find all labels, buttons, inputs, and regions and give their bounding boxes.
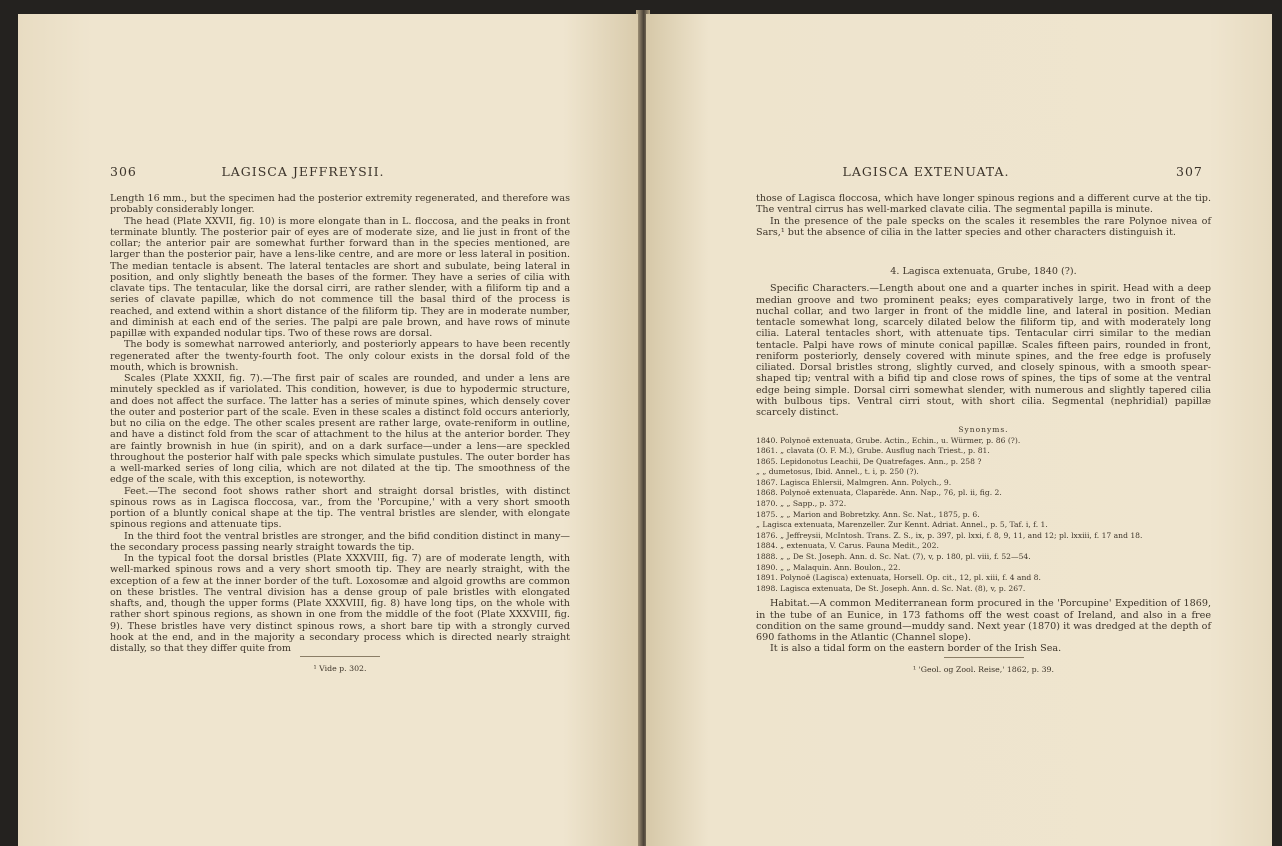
paragraph: Feet.—The second foot shows rather short and straight dorsal bristles, with distinct spinous rows as in Lagisca floccosa, var., from the 'Porcupine,' with a very short smooth portion of a bluntly conical shape at the tip. The ventral bristles are slender, with elongate spinous regions and attenuate tips.: [110, 485, 570, 531]
running-head-right: LAGISCA EXTENUATA.: [842, 164, 1010, 179]
synonym-entry: 1884. „ extenuata, V. Carus. Fauna Medit., 202.: [756, 541, 939, 551]
synonym-entry: 1876. „ Jeffreysii, McIntosh. Trans. Z. S., ix, p. 397, pl. lxxi, f. 8, 9, 11, and 12; pl. lxxiii, f. 17 and 18.: [756, 530, 1143, 540]
paragraph: In the presence of the pale specks on the scales it resembles the rare Polynoe nivea of Sars,¹ but the absence of cilia in the latter species and other characters distinguish it.: [756, 215, 1211, 238]
paragraph: The head (Plate XXVII, fig. 10) is more elongate than in L. floccosa, and the peaks in front terminate bluntly. The posterior pair of eyes are of moderate size, and lie just in front of the collar; the anterior pair are somewhat further forward than in the species mentioned, are larger than the posterior pair, have a lens-like centre, and are more or less lateral in position. The median tentacle is absent. The lateral tentacles are short and subulate, being lateral in position, and only slightly beneath the bases of the former. They have a series of cilia with clavate tips. The tentacular, like the dorsal cirri, are rather slender, with a filiform tip and a series of clavate papillæ, which do not commence till the basal third of the process is reached, and extend within a short distance of the filiform tip. They are in moderate number, and diminish at each end of the series. The palpi are pale brown, and have rows of minute papillæ with expanded nodular tips. Two of these rows are dorsal.: [110, 215, 570, 339]
synonym-entry: 1870. „ „ Sapp., p. 372.: [756, 499, 847, 509]
paragraph: Length 16 mm., but the specimen had the posterior extremity regenerated, and therefore was probably considerably longer.: [110, 193, 570, 216]
synonym-entry: 1888. „ „ De St. Joseph. Ann. d. Sc. Nat. (7), v, p. 180, pl. viii, f. 52—54.: [756, 552, 1031, 562]
synonym-entry: 1890. „ „ Malaquin. Ann. Boulon., 22.: [756, 562, 901, 572]
paragraph: Scales (Plate XXXII, fig. 7).—The first pair of scales are rounded, and under a lens are minutely speckled as if variolated. This condition, however, is due to hypodermic structure, and does not affect the surface. The latter has a series of minute spines, which densely cover the outer and posterior part of the scale. Even in these scales a distinct fold occurs anteriorly, but no cilia on the edge. The other scales present are rather large, ovate-reniform in outline, and have a distinct fold from the scar of attachment to the hilus at the anterior border. They are faintly brownish in hue (in spirit), and on a dark surface—under a lens—are speckled throughout the posterior half with pale specks which simulate pustules. The outer border has a well-marked series of long cilia, which are not dilated at the tip. The smoothness of the edge of the scale, with this exception, is noteworthy.: [110, 373, 570, 486]
habitat-continued: It is also a tidal form on the eastern border of the Irish Sea.: [770, 643, 1062, 655]
synonym-entry: „ Lagisca extenuata, Marenzeller. Zur Kennt. Adriat. Annel., p. 5, Taf. i, f. 1.: [756, 520, 1048, 530]
footnote-rule: [944, 657, 1024, 658]
left-page: [18, 14, 638, 846]
synonym-entry: 1861. „ clavata (O. F. M.), Grube. Ausflug nach Triest., p. 81.: [756, 446, 990, 456]
synonym-entry: 1891. Polynoë (Lagisca) extenuata, Horsell. Op. cit., 12, pl. xiii, f. 4 and 8.: [756, 573, 1041, 583]
paragraph: In the third foot the ventral bristles are stronger, and the bifid condition distinct in many—the secondary process passing nearly straight towards the tip.: [110, 530, 570, 553]
right-page: [646, 14, 1272, 846]
footnote-right: ¹ 'Geol. og Zool. Reise,' 1862, p. 39.: [913, 664, 1054, 674]
synonym-entry: 1868. Polynoë extenuata, Claparède. Ann. Nap., 76, pl. ii, fig. 2.: [756, 488, 1002, 498]
habitat: Habitat.—A common Mediterranean form procured in the 'Porcupine' Expedition of 1869, in the tube of an Eunice, in 173 fathoms off the west coast of Ireland, and also in a free condition on the same ground—muddy sand. Next year (1870) it was dredged at the depth of 690 fathoms in the Atlantic (Channel slope).: [756, 598, 1211, 644]
synonym-entry: 1840. Polynoë extenuata, Grube. Actin., Echin., u. Würmer, p. 86 (?).: [756, 435, 1021, 445]
synonym-entry: „ „ dumetosus, Ibid. Annel., t. i, p. 250 (?).: [756, 467, 919, 477]
synonym-entry: 1875. „ „ Marion and Bobretzky. Ann. Sc. Nat., 1875, p. 6.: [756, 509, 980, 519]
synonym-entry: 1898. Lagisca extenuata, De St. Joseph. Ann. d. Sc. Nat. (8), v, p. 267.: [756, 583, 1026, 593]
paragraph: The body is somewhat narrowed anteriorly, and posteriorly appears to have been recently regenerated after the twenty-fourth foot. The only colour exists in the dorsal fold of the mouth, which is brownish.: [110, 339, 570, 373]
specific-characters: Specific Characters.—Length about one and a quarter inches in spirit. Head with a deep median groove and two prominent peaks; eyes comparatively large, two in front of the nuchal collar, and two larger in front of the middle line, and lateral in position. Median tentacle somewhat long, scarcely dilated below the filiform tip, and with moderately long cilia. Lateral tentacles short, with attenuate tips. Tentacular cirri similar to the median tentacle. Palpi have rows of minute conical papillæ. Scales fifteen pairs, rounded in front, reniform posteriorly, densely covered with minute spines, and the free edge is profusely ciliated. Dorsal bristles strong, slightly curved, and closely spinous, with a smooth spear-shaped tip; ventral with a bifid tip and close rows of spines, the tips of some at the ventral edge being simple. Dorsal cirri somewhat slender, with numerous and slightly tapered cilia with bulbous tips. Ventral cirri stout, with short cilia. Segmental (nephridial) papillæ scarcely distinct.: [756, 283, 1211, 418]
synonyms-title: Synonyms.: [958, 425, 1009, 435]
species-heading: 4. Lagisca extenuata, Grube, 1840 (?).: [890, 266, 1077, 277]
footnote-rule: [300, 656, 380, 657]
footnote-left: ¹ Vide p. 302.: [313, 664, 367, 674]
page-number-right: 307: [1176, 164, 1203, 179]
right-body-text: [756, 193, 1211, 675]
page-number-left: 306: [110, 164, 137, 179]
paragraph: those of Lagisca floccosa, which have longer spinous regions and a different curve at the tip. The ventral cirrus has well-marked clavate cilia. The segmental papilla is minute.: [756, 193, 1211, 216]
synonym-entry: 1865. Lepidonotus Leachii, De Quatrefages. Ann., p. 258 ?: [756, 456, 982, 466]
running-head-left: LAGISCA JEFFREYSII.: [221, 164, 385, 179]
left-body-text: [110, 193, 570, 675]
synonym-entry: 1867. Lagisca Ehlersii, Malmgren. Ann. Polych., 9.: [756, 477, 952, 487]
paragraph: In the typical foot the dorsal bristles (Plate XXXVIII, fig. 7) are of moderate length, with well-marked spinous rows and a very short smooth tip. They are nearly straight, with the exception of a few at the inner border of the tuft. Loxosomæ and algoid growths are common on these bristles. The ventral division has a dense group of pale bristles with elongated shafts, and, though the upper forms (Plate XXXVIII, fig. 8) have long tips, on the whole with rather short spinous regions, as shown in one from the middle of the foot (Plate XXXVIII, fig. 9). These bristles have very distinct spinous rows, a short bare tip with a strongly curved hook at the end, and in the majority a secondary process which is directed nearly straight distally, so that they differ quite from: [110, 553, 570, 654]
